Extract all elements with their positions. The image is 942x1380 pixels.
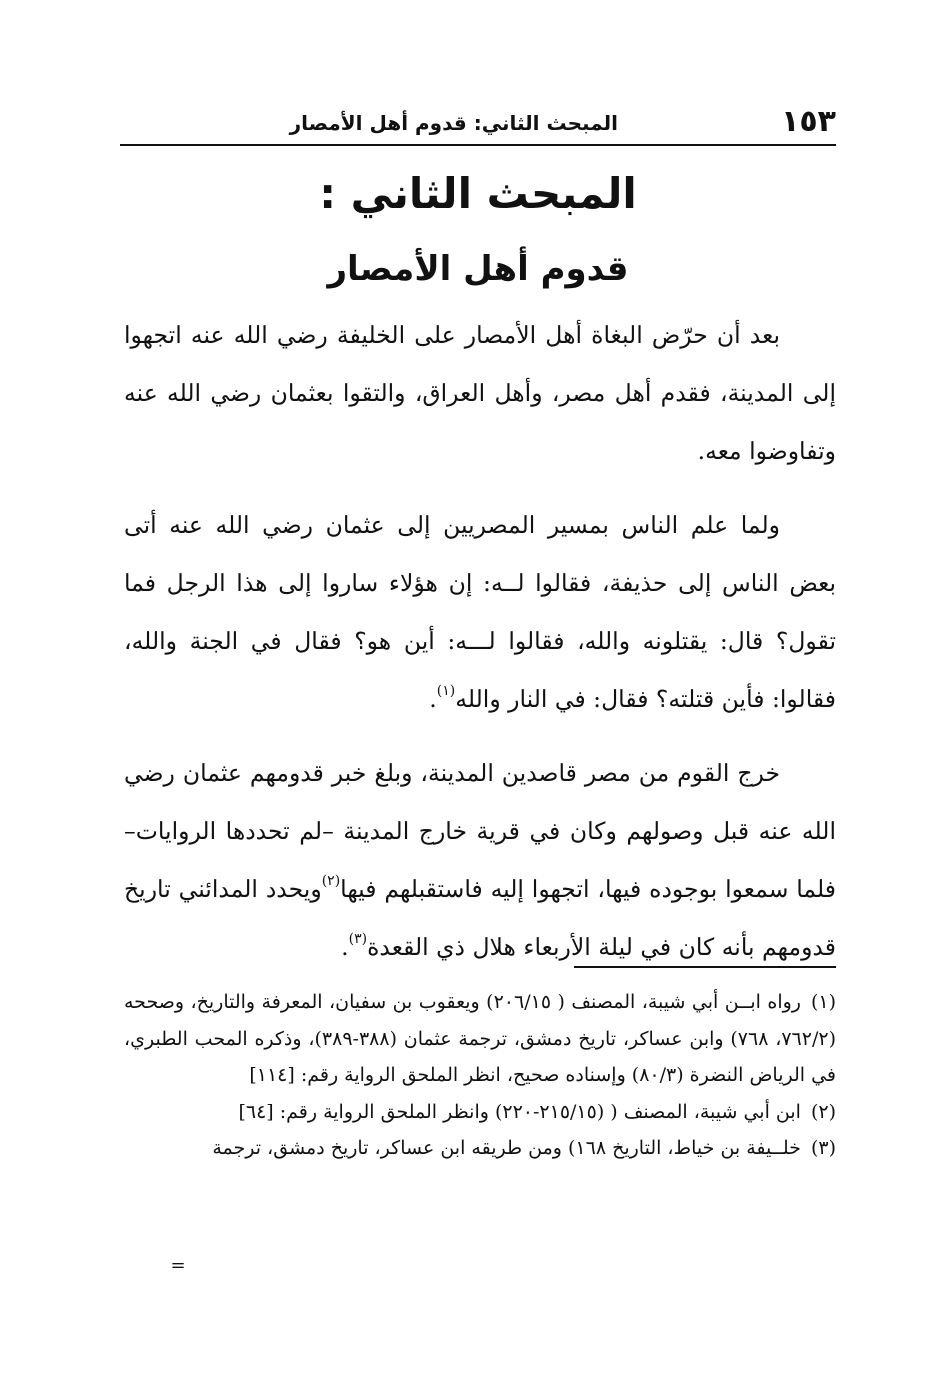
body-text	[124, 306, 836, 992]
footnote-3-number: (٣)	[810, 1137, 836, 1159]
paragraph-3-text-a: خرج القوم من مصر قاصدين المدينة، وبلغ خبر قدومهم عثمان رضي الله عنه قبل وصولهم وكان في قرية خارج المدينة –لم تحددها الروايات– فلما سمعوا بوجوده فيها، اتجهوا إليه فاستقبلهم فيها	[124, 759, 837, 903]
page-number: ١٥٣	[781, 104, 836, 139]
footnote-separator	[574, 966, 836, 968]
paragraph-3-text-b: ويحدد المدائني تاريخ قدومهم بأنه كان في ليلة الأربعاء هلال ذي القعدة	[124, 875, 836, 961]
footnote-ref-3[interactable]: (٣)	[348, 931, 368, 947]
section-heading: المبحث الثاني :	[319, 169, 637, 218]
paragraph-2-end: .	[429, 685, 437, 713]
footnote-2-text: ابن أبي شيبة، المصنف ( (٢١٥/١٥-٢٢٠) وانظر الملحق الرواية رقم: [٦٤]	[238, 1100, 801, 1123]
footnote-ref-1[interactable]: (١)	[436, 683, 456, 699]
footnote-2	[124, 1094, 836, 1131]
paragraph-1: بعد أن حرّض البغاة أهل الأمصار على الخليفة رضي الله عنه اتجهوا إلى المدينة، فقدم أهل مصر، وأهل العراق، والتقوا بعثمان رضي الله عنه وتفاوضوا معه.	[124, 321, 836, 465]
paragraph-3	[124, 744, 836, 976]
running-header	[120, 104, 836, 144]
paragraph-2-text: ولما علم الناس بمسير المصريين إلى عثمان رضي الله عنه أتى بعض الناس إلى حذيفة، فقالوا لــه: إن هؤلاء ساروا إلى هذا الرجل فما تقول؟ قال: يقتلونه والله، فقالوا لـــه: أين هو؟ فقال في الجنة والله، فقالوا: فأين قتلته؟ فقال: في النار والله	[124, 511, 836, 713]
footnote-3	[124, 1130, 836, 1167]
paragraph-3-end: .	[341, 933, 349, 961]
section-subheading: قدوم أهل الأمصار	[327, 249, 629, 289]
footnotes	[124, 984, 836, 1167]
running-header-title: المبحث الثاني: قدوم أهل الأمصار	[289, 111, 618, 135]
footnote-ref-2[interactable]: (٢)	[321, 873, 341, 889]
footnote-1-text: رواه ابــن أبي شيبة، المصنف ( ٢٠٦/١٥) ويعقوب بن سفيان، المعرفة والتاريخ، وصححه (٧٦٢/٢، ٧٦٨) وابن عساكر، تاريخ دمشق، ترجمة عثمان (٣٨٨-٣٨٩)، وذكره المحب الطبري، في الرياض النضرة (٨٠/٣) وإسناده صحيح، انظر الملحق الرواية رقم: [١١٤]	[124, 991, 836, 1086]
footnote-1	[124, 984, 836, 1094]
header-rule	[120, 144, 836, 146]
footnote-1-number: (١)	[810, 991, 837, 1013]
footnote-2-number: (٢)	[810, 1100, 836, 1123]
footnote-3-text: خلــيفة بن خياط، التاريخ ١٦٨) ومن طريقه ابن عساكر، تاريخ دمشق، ترجمة	[212, 1137, 801, 1159]
continuation-mark: =	[170, 1255, 186, 1276]
paragraph-2	[124, 496, 836, 728]
